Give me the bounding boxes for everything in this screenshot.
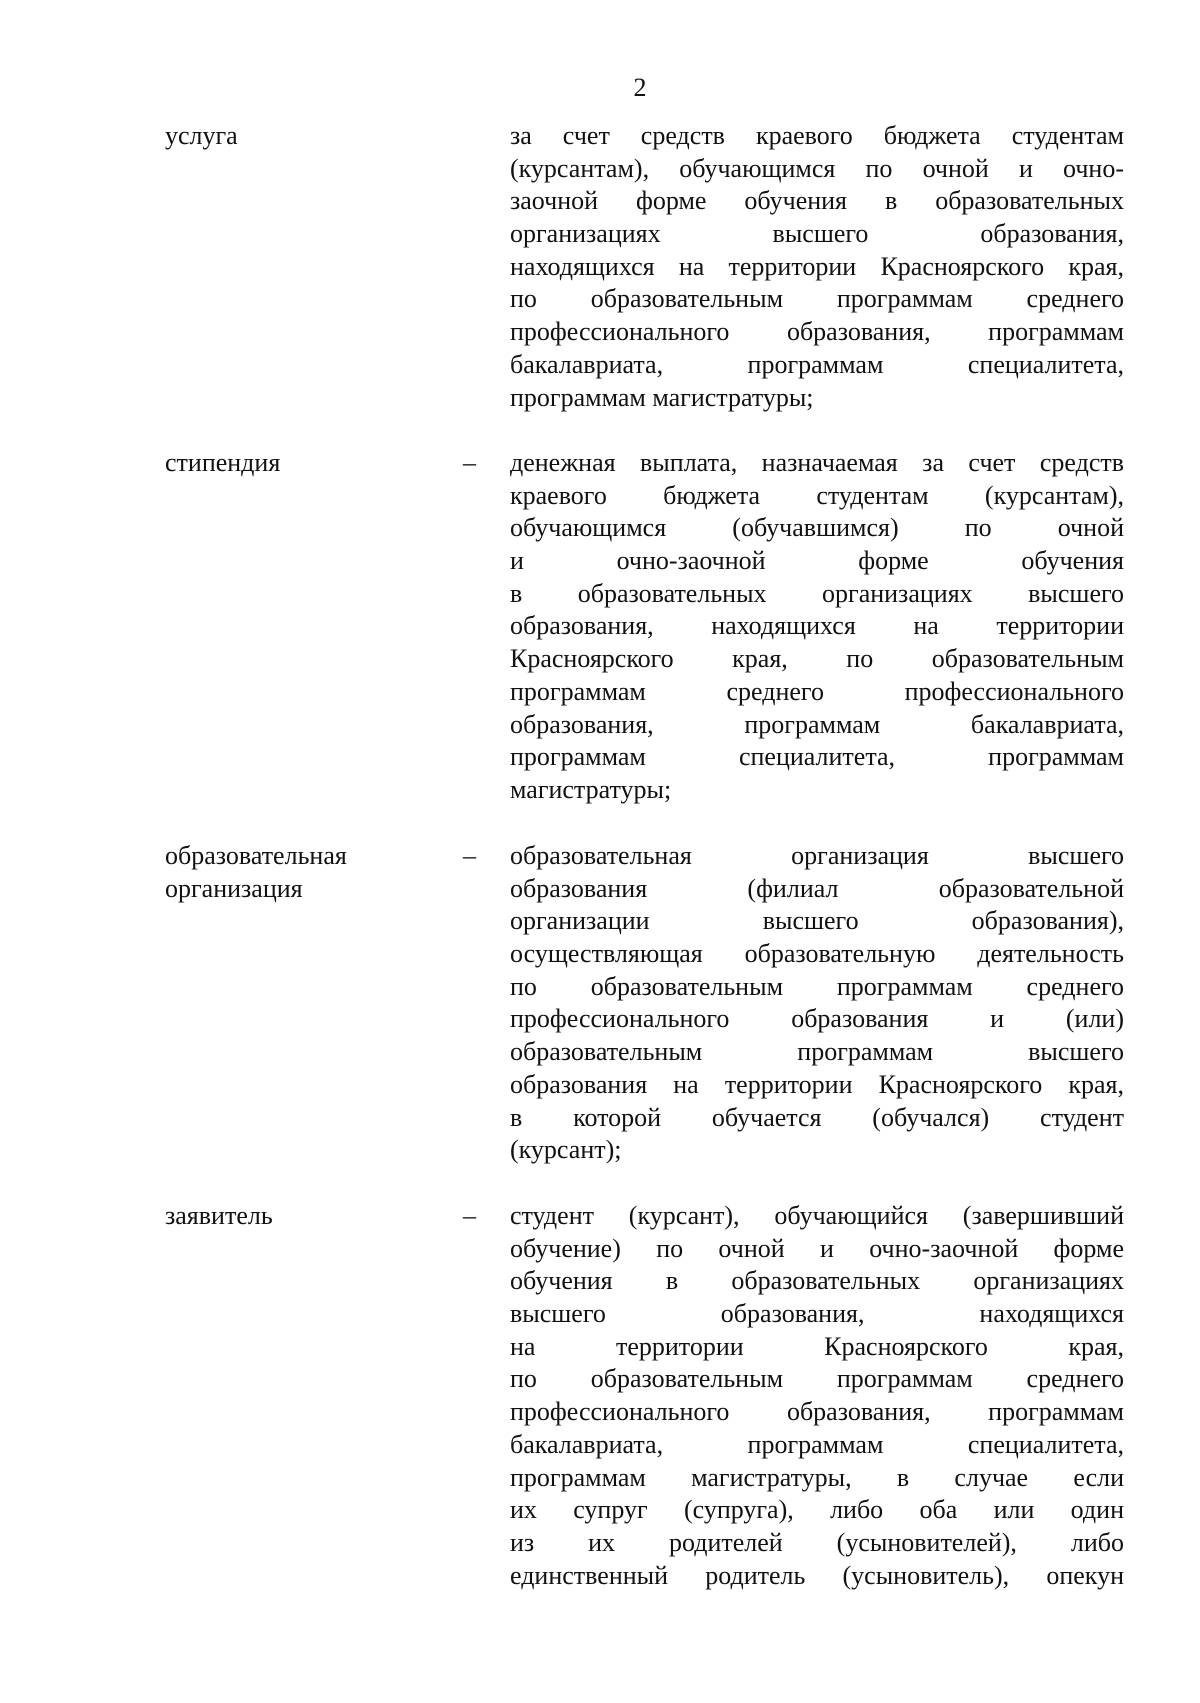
definition-line: денежная выплата, назначаемая за счет средств <box>510 448 1124 477</box>
term <box>165 840 455 905</box>
definition-line: образовательным программам высшего <box>510 1037 1124 1067</box>
definition-line: по образовательным программам среднего <box>510 1364 1124 1394</box>
definition-line: образования (филиал образовательной <box>510 873 1124 903</box>
page-number: 2 <box>633 73 647 102</box>
definition-line: краевого бюджета студентам (курсантам), <box>510 480 1124 510</box>
term-line: организация <box>165 873 303 903</box>
definition-line: на территории Красноярского края, <box>510 1331 1124 1361</box>
term-line: образовательная <box>165 841 347 870</box>
definition-line: по образовательным программам среднего <box>510 971 1124 1001</box>
definition-line: единственный родитель (усыновитель), опекун <box>510 1560 1124 1590</box>
definition-line: бакалавриата, программам специалитета, <box>510 349 1124 379</box>
term <box>165 120 455 153</box>
definition-line: программам магистратуры, в случае если <box>510 1462 1124 1492</box>
term-line: заявитель <box>165 1201 273 1230</box>
definition-line: организации высшего образования), <box>510 906 1124 936</box>
definition-text <box>510 840 1124 1167</box>
dash-separator: – <box>463 1201 476 1230</box>
definition-text <box>510 120 1124 414</box>
definition-line: их супруг (супруга), либо оба или один <box>510 1495 1124 1525</box>
definition-line: образования, программам бакалавриата, <box>510 709 1124 739</box>
definition-text <box>510 447 1124 807</box>
definition-line: (курсант); <box>510 1135 622 1165</box>
definition-line: (курсантам), обучающимся по очной и очно- <box>510 153 1124 183</box>
definition-line: профессионального образования, программам <box>510 1397 1124 1427</box>
definition-line: профессионального образования, программам <box>510 317 1124 347</box>
definition-line: программам магистратуры; <box>510 382 814 412</box>
definition-line: осуществляющая образовательную деятельность <box>510 939 1124 969</box>
term-line: стипендия <box>165 448 281 477</box>
dash-separator: – <box>463 841 476 870</box>
definition-line: бакалавриата, программам специалитета, <box>510 1429 1124 1459</box>
definition-line: обучение) по очной и очно-заочной форме <box>510 1233 1124 1263</box>
definition-line: студент (курсант), обучающийся (завершивший <box>510 1201 1124 1230</box>
definition-line: по образовательным программам среднего <box>510 284 1124 314</box>
definition-text <box>510 1200 1124 1592</box>
definition-line: профессионального образования и (или) <box>510 1004 1124 1034</box>
dash-separator: – <box>463 448 476 477</box>
definition-line: из их родителей (усыновителей), либо <box>510 1527 1124 1557</box>
term-line: услуга <box>165 121 238 150</box>
definition-line: образовательная организация высшего <box>510 841 1124 870</box>
term <box>165 447 455 480</box>
definition-line: обучающимся (обучавшимся) по очной <box>510 513 1124 543</box>
definition-line: заочной форме обучения в образовательных <box>510 186 1124 216</box>
definition-line: и очно-заочной форме обучения <box>510 546 1124 576</box>
definition-line: в образовательных организациях высшего <box>510 578 1124 608</box>
definition-line: за счет средств краевого бюджета студентам <box>510 121 1124 150</box>
term <box>165 1200 455 1233</box>
definition-line: образования на территории Красноярского края, <box>510 1069 1124 1099</box>
definition-line: обучения в образовательных организациях <box>510 1266 1124 1296</box>
definition-line: программам среднего профессионального <box>510 676 1124 706</box>
definition-line: высшего образования, находящихся <box>510 1299 1124 1329</box>
definition-line: в которой обучается (обучался) студент <box>510 1102 1124 1132</box>
definition-line: находящихся на территории Красноярского края, <box>510 251 1124 281</box>
definition-line: Красноярского края, по образовательным <box>510 644 1124 674</box>
definition-line: организациях высшего образования, <box>510 219 1124 249</box>
definition-line: программам специалитета, программам <box>510 742 1124 772</box>
definition-line: образования, находящихся на территории <box>510 611 1124 641</box>
definition-line: магистратуры; <box>510 774 672 804</box>
